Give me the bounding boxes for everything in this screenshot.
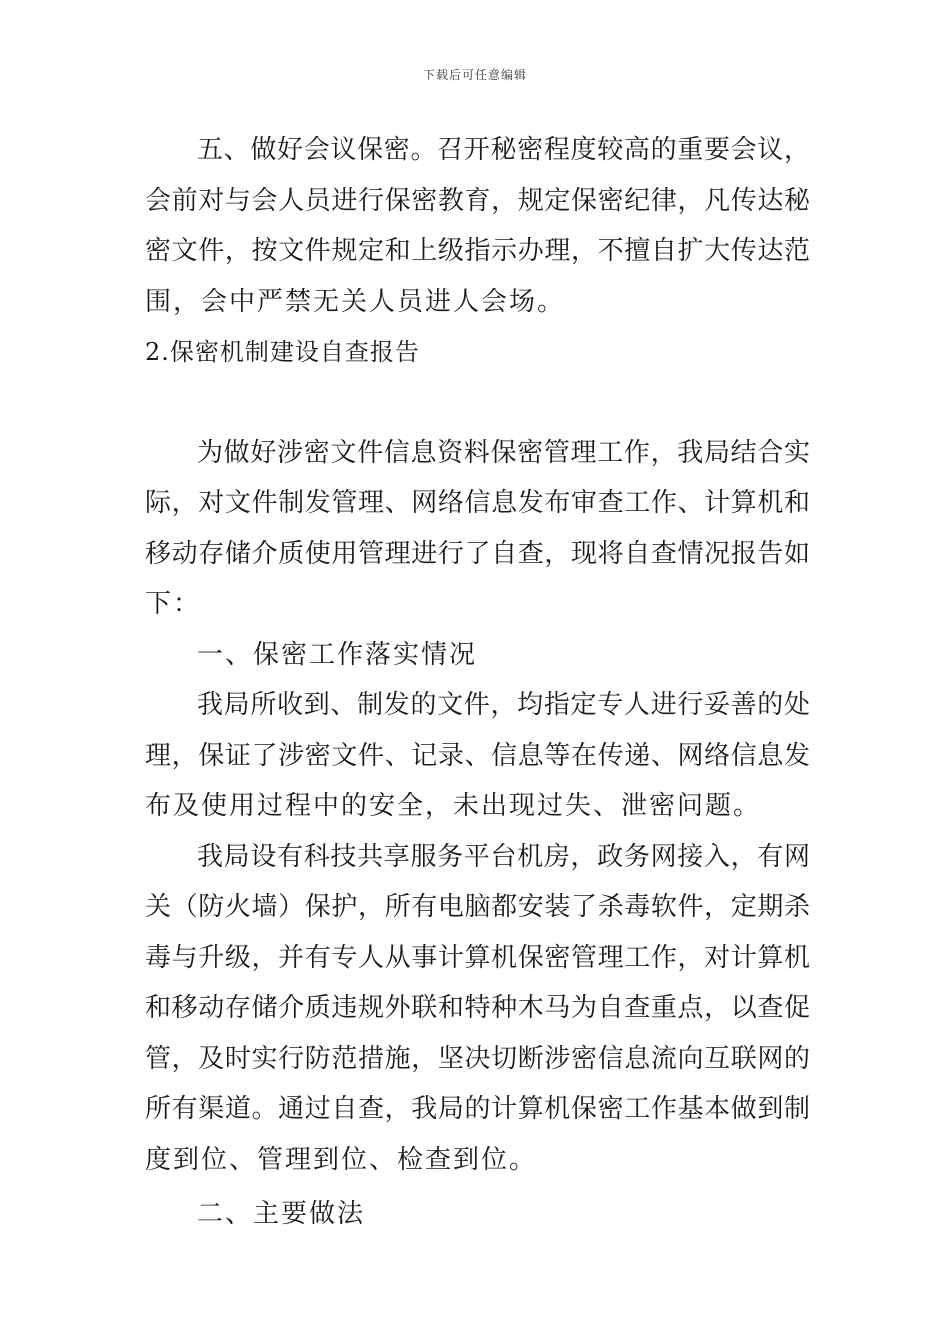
paragraph-line: 下： <box>145 589 202 619</box>
paragraph-line: 理，保证了涉密文件、记录、信息等在传递、网络信息发 <box>145 740 810 771</box>
paragraph-line: 五、做好会议保密。召开秘密程度较高的重要会议， <box>197 135 810 165</box>
paragraph-line: 我局设有科技共享服务平台机房，政务网接入，有网 <box>197 841 810 872</box>
implementation-paragraph-1 <box>145 680 810 832</box>
page-header-note: 下载后可任意编辑 <box>422 68 527 82</box>
blank-line <box>145 378 810 428</box>
section-heading-2: 二、主要做法 <box>197 1199 366 1229</box>
paragraph-line: 会前对与会人员进行保密教育，规定保密纪律，凡传达秘 <box>145 185 810 216</box>
paragraph-line: 所有渠道。通过自查，我局的计算机保密工作基本做到制 <box>145 1094 810 1124</box>
paragraph-line: 和移动存储介质违规外联和特种木马为自查重点，以查促 <box>145 993 810 1023</box>
report-title: 2.保密机制建设自查报告 <box>145 338 420 366</box>
paragraph-line: 关（防火墙）保护，所有电脑都安装了杀毒软件，定期杀 <box>145 892 810 922</box>
paragraph-line: 际，对文件制发管理、网络信息发布审查工作、计算机和 <box>145 488 810 518</box>
document-body <box>145 125 810 1240</box>
section-5-paragraph <box>145 125 810 327</box>
paragraph-line: 度到位、管理到位、检查到位。 <box>145 1144 538 1175</box>
paragraph-line: 管，及时实行防范措施，坚决切断涉密信息流向互联网的 <box>145 1043 810 1074</box>
paragraph-line: 布及使用过程中的安全，未出现过失、泄密问题。 <box>145 791 762 821</box>
paragraph-line: 围，会中严禁无关人员进人会场。 <box>145 286 566 317</box>
paragraph-line: 我局所收到、制发的文件，均指定专人进行妥善的处 <box>197 690 810 720</box>
paragraph-line: 为做好涉密文件信息资料保密管理工作，我局结合实 <box>197 437 810 468</box>
paragraph-line: 移动存储介质使用管理进行了自查，现将自查情况报告如 <box>145 538 810 569</box>
paragraph-line: 密文件，按文件规定和上级指示办理，不擅自扩大传达范 <box>145 236 810 266</box>
section-heading-1: 一、保密工作落实情况 <box>197 639 478 670</box>
paragraph-line: 毒与升级，并有专人从事计算机保密管理工作，对计算机 <box>145 942 810 973</box>
intro-paragraph <box>145 428 810 630</box>
implementation-paragraph-2 <box>145 832 810 1186</box>
